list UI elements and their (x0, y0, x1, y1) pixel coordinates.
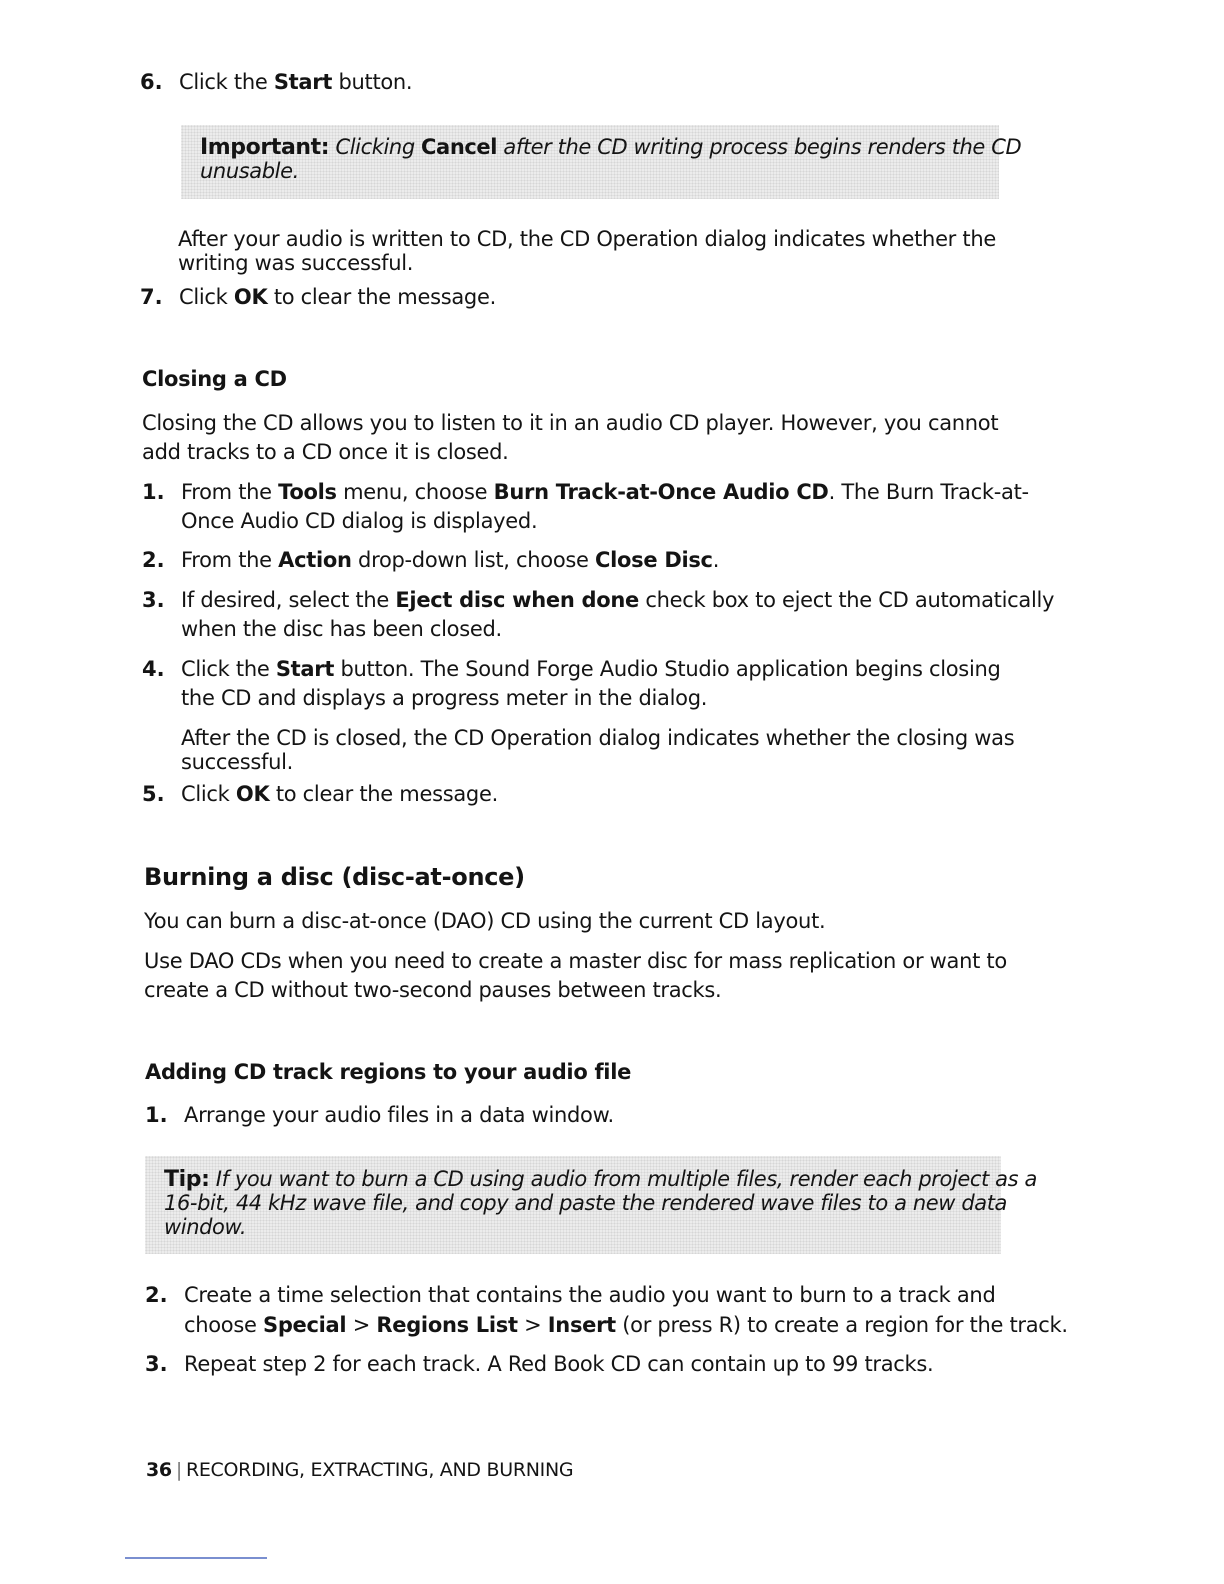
section-heading-burning: Burning a disc (disc-at-once) (144, 863, 525, 891)
bold-term: Burn Track-at-Once Audio CD (493, 480, 829, 504)
important-note-line-1 (200, 135, 1021, 160)
paragraph-line: After your audio is written to CD, the CD Operation dialog indicates whether the (178, 227, 996, 251)
footer-separator: | (175, 1459, 182, 1481)
section-heading-closing: Closing a CD (142, 367, 287, 391)
step-number: 5. (142, 782, 165, 806)
bold-term: Tools (278, 480, 337, 504)
page-footer (146, 1458, 573, 1482)
closing-step-4-line-2: the CD and displays a progress meter in the dialog. (181, 686, 708, 710)
step-number: 2. (145, 1283, 168, 1307)
text-run: If you want to burn a CD using audio from multiple files, render each project as a (209, 1167, 1037, 1191)
text-run: Click the (179, 70, 274, 94)
text-run: > (346, 1313, 377, 1337)
bold-term: Insert (547, 1313, 616, 1337)
step-number: 1. (142, 480, 165, 504)
important-note-line-2: unusable. (200, 159, 299, 183)
step-number: 2. (142, 548, 165, 572)
chapter-title: RECORDING, EXTRACTING, AND BURNING (185, 1459, 574, 1481)
text-run: menu, choose (336, 480, 494, 504)
closing-step-5-text (181, 780, 498, 809)
step-7-text (179, 283, 496, 312)
text-run: after the CD writing process begins renders the CD (497, 135, 1022, 159)
closing-step-3-line-1 (181, 586, 1054, 615)
text-run: Click the (181, 657, 276, 681)
bold-term: Cancel (421, 135, 498, 159)
corner-rule (125, 1557, 267, 1559)
paragraph-line: You can burn a disc-at-once (DAO) CD using the current CD layout. (144, 909, 826, 933)
text-run: to clear the message. (267, 285, 496, 309)
important-label: Important: (200, 135, 330, 160)
closing-step-2-text (181, 546, 719, 575)
bold-term: Close Disc (595, 548, 713, 572)
text-run: If desired, select the (181, 588, 396, 612)
step-number: 4. (142, 657, 165, 681)
text-run: Clicking (329, 135, 422, 159)
step-number: 1. (145, 1103, 168, 1127)
tip-note-line-2: 16-bit, 44 kHz wave file, and copy and paste the rendered wave files to a new data (164, 1191, 1008, 1215)
adding-step-2-line-2 (184, 1311, 1068, 1340)
paragraph-line: Closing the CD allows you to listen to it in an audio CD player. However, you cannot (142, 411, 999, 435)
closing-step-3-line-2: when the disc has been closed. (181, 617, 502, 641)
step-number: 7. (140, 285, 163, 309)
step-number: 3. (142, 588, 165, 612)
adding-step-1-text: Arrange your audio files in a data window. (184, 1103, 614, 1127)
step-6-text (179, 68, 412, 97)
tip-note-line-1 (164, 1167, 1037, 1192)
paragraph-line: After the CD is closed, the CD Operation dialog indicates whether the closing was (181, 726, 1015, 750)
text-run: button. (332, 70, 413, 94)
bold-term: Regions List (376, 1313, 518, 1337)
bold-term: Start (273, 70, 333, 94)
step-number: 3. (145, 1352, 168, 1376)
text-run: Click (181, 782, 236, 806)
text-run: From the (181, 548, 279, 572)
closing-step-1-line-1 (181, 478, 1029, 507)
text-run: to clear the message. (269, 782, 498, 806)
closing-step-1-line-2: Once Audio CD dialog is displayed. (181, 509, 538, 533)
bold-term: OK (233, 285, 268, 309)
closing-step-4-line-1 (181, 655, 1001, 684)
paragraph-line: Use DAO CDs when you need to create a master disc for mass replication or want to (144, 949, 1007, 973)
tip-note-line-3: window. (164, 1215, 247, 1239)
bold-term: OK (235, 782, 270, 806)
page-number: 36 (146, 1459, 172, 1481)
bold-term: Action (278, 548, 352, 572)
section-heading-adding: Adding CD track regions to your audio file (145, 1060, 632, 1084)
bold-term: Special (263, 1313, 347, 1337)
adding-step-2-line-1: Create a time selection that contains the audio you want to burn to a track and (184, 1283, 996, 1307)
bold-term: Eject disc when done (395, 588, 639, 612)
text-run: . (712, 548, 720, 572)
step-number: 6. (140, 70, 163, 94)
text-run: > (517, 1313, 548, 1337)
paragraph-line: writing was successful. (178, 251, 414, 275)
text-run: drop-down list, choose (351, 548, 596, 572)
text-run: From the (181, 480, 279, 504)
text-run: check box to eject the CD automatically (638, 588, 1055, 612)
text-run: (or press R) to create a region for the track. (615, 1313, 1068, 1337)
tip-label: Tip: (164, 1167, 210, 1192)
text-run: Click (179, 285, 234, 309)
text-run: . The Burn Track-at- (828, 480, 1029, 504)
bold-term: Start (275, 657, 335, 681)
text-run: choose (184, 1313, 263, 1337)
text-run: button. The Sound Forge Audio Studio application begins closing (334, 657, 1001, 681)
paragraph-line: add tracks to a CD once it is closed. (142, 440, 509, 464)
adding-step-3-text: Repeat step 2 for each track. A Red Book CD can contain up to 99 tracks. (184, 1352, 934, 1376)
paragraph-line: successful. (181, 750, 294, 774)
paragraph-line: create a CD without two-second pauses between tracks. (144, 978, 722, 1002)
